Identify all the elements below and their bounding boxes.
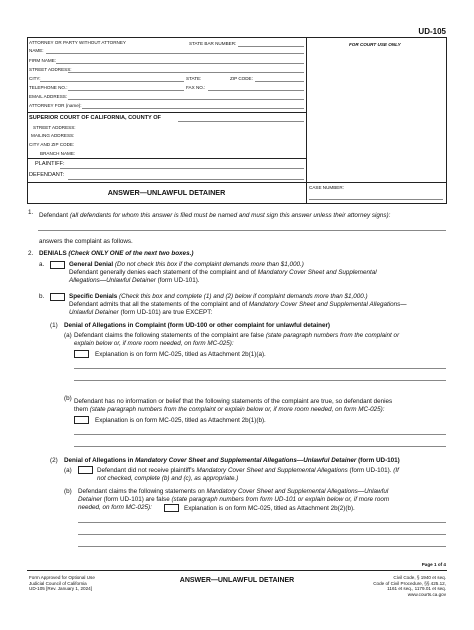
item2-number: 2. — [28, 250, 34, 257]
bar-number-field[interactable] — [238, 46, 304, 47]
item2b-line3: Unlawful Detainer (form UD-101) are true EXCEPT: — [69, 309, 213, 316]
county-field[interactable] — [178, 121, 304, 122]
zip-field[interactable] — [255, 81, 304, 82]
plaintiff-label: PLAINTIFF: — [35, 161, 65, 167]
name-field[interactable] — [46, 53, 304, 54]
item2a-line2: Defendant generally denies each statement of the complaint and of Mandatory Cover Sheet and Supplemental — [69, 269, 377, 276]
sub1a-attach: Explanation is on form MC-025, titled as Attachment 2b(1)(a). — [95, 351, 266, 358]
telephone-label: TELEPHONE NO.: — [29, 85, 68, 90]
email-field[interactable] — [68, 99, 304, 100]
footer-title: ANSWER—UNLAWFUL DETAINER — [179, 577, 295, 584]
sub2b-line2: Detainer (form UD-101) are false (state paragraph numbers from form UD-101 or explain below or, if more room — [78, 496, 390, 503]
form-number: UD-105 — [418, 27, 446, 36]
bar-number-label: STATE BAR NUMBER: — [189, 41, 237, 46]
case-number-label: CASE NUMBER: — [309, 185, 344, 190]
defendant-field[interactable] — [68, 179, 304, 180]
attorney-label: ATTORNEY OR PARTY WITHOUT ATTORNEY — [29, 40, 126, 45]
name-label: NAME: — [29, 48, 44, 53]
attorney-for-label: ATTORNEY FOR (name): — [29, 103, 82, 108]
specific-denials-checkbox[interactable] — [50, 293, 65, 301]
fax-label: FAX NO.: — [186, 85, 206, 90]
sub2b-explanation-line2[interactable] — [78, 534, 446, 535]
item1-number: 1. — [28, 209, 34, 216]
sub2-number: (2) — [50, 457, 58, 464]
item2b-line1: Specific Denials (Check this box and complete (1) and (2) below if complaint demands more than $1,000.) — [69, 293, 368, 300]
sub2-title: Denial of Allegations in Mandatory Cover Sheet and Supplemental Allegations—Unlawful Detainer (form UD-101) — [64, 457, 400, 464]
zip-label: ZIP CODE: — [230, 76, 253, 81]
sub1b-letter: (b) — [64, 395, 72, 402]
item2a-line1: General Denial (Do not check this box if the complaint demands more than $1,000.) — [69, 261, 304, 268]
case-number-field[interactable] — [309, 199, 443, 200]
sub1a-line2: explain below or, if more room needed, on form MC-025): — [74, 340, 234, 347]
court-mailing-label: MAILING ADDRESS: — [31, 133, 75, 138]
sub1a-explanation-line1[interactable] — [74, 368, 446, 369]
footer-left: Form Approved for Optional Use Judicial Council of California UD-105 [Rev. January 1, 2024] — [29, 575, 95, 591]
page-number: Page 1 of 4 — [421, 562, 446, 567]
email-label: EMAIL ADDRESS: — [29, 94, 68, 99]
city-field[interactable] — [40, 81, 184, 82]
sub2b-line3: needed, on form MC-025): — [78, 504, 152, 511]
sub1a-line1: Defendant claims the following statements of the complaint are false (state paragraph numbers from the complaint or — [74, 332, 400, 339]
sub1-number: (1) — [50, 322, 58, 329]
sub1-title: Denial of Allegations in Complaint (form UD-100 or other complaint for unlawful detainer) — [64, 322, 331, 329]
fax-field[interactable] — [208, 90, 304, 91]
item2a-line3: Allegations—Unlawful Detainer (form UD-101). — [69, 277, 200, 284]
court-street-label: STREET ADDRESS: — [33, 125, 76, 130]
city-label: CITY: — [29, 76, 41, 81]
sub2b-letter: (b) — [64, 488, 72, 495]
sub2a-line1: Defendant did not receive plaintiff's Mandatory Cover Sheet and Supplemental Allegations (form UD-101). (If — [97, 467, 399, 474]
attachment-2b2b-checkbox[interactable] — [164, 504, 179, 512]
item2b-line2: Defendant admits that all the statements of the complaint and of Mandatory Cover Sheet and Supplemental Allegations— — [69, 301, 407, 308]
item1-answers: answers the complaint as follows. — [39, 238, 133, 245]
sub2a-letter: (a) — [64, 467, 72, 474]
court-city-label: CITY AND ZIP CODE: — [29, 142, 75, 147]
footer-rule — [27, 570, 447, 571]
item2b-letter: b. — [39, 293, 45, 300]
sub1b-attach: Explanation is on form MC-025, titled as Attachment 2b(1)(b). — [95, 417, 266, 424]
sub1b-explanation-line2[interactable] — [74, 446, 446, 447]
telephone-field[interactable] — [68, 90, 184, 91]
caption-title: ANSWER—UNLAWFUL DETAINER — [107, 188, 226, 197]
sub1a-explanation-line2[interactable] — [74, 380, 446, 381]
general-denial-checkbox[interactable] — [50, 261, 65, 269]
footer-right: Civil Code, § 1940 et seq. Code of Civil Procedure, §§ 425.12, 1161 et seq., 1179.01 et seq. www.courts.ca.gov — [373, 575, 446, 597]
court-branch-label: BRANCH NAME: — [40, 151, 76, 156]
item1-text: Defendant (all defendants for whom this answer is filed must be named and must sign this answer unless their attorney signs): — [39, 212, 391, 219]
defendant-names-field[interactable] — [38, 230, 446, 231]
sub2b-explanation-line1[interactable] — [78, 522, 446, 523]
court-title: SUPERIOR COURT OF CALIFORNIA, COUNTY OF — [29, 115, 161, 121]
sub1b-line2: them (state paragraph numbers from the complaint or explain below or, if more room needed, on form MC-025): — [74, 406, 385, 413]
attorney-for-field[interactable] — [82, 108, 304, 109]
street-label: STREET ADDRESS: — [29, 67, 72, 72]
item2a-letter: a. — [39, 261, 45, 268]
sub1a-letter: (a) — [64, 332, 72, 339]
attachment-2b1a-checkbox[interactable] — [74, 350, 89, 358]
plaintiff-field[interactable] — [60, 168, 304, 169]
sub2a-line2: not checked, complete (b) and (c), as appropriate.) — [97, 475, 239, 482]
attachment-2b1b-checkbox[interactable] — [74, 416, 89, 424]
defendant-label: DEFENDANT: — [29, 172, 65, 178]
sub2b-explanation-line3[interactable] — [78, 546, 446, 547]
court-use-label: FOR COURT USE ONLY — [349, 42, 401, 47]
did-not-receive-checkbox[interactable] — [78, 466, 93, 474]
item2-heading: DENIALS (Check ONLY ONE of the next two boxes.) — [39, 250, 194, 257]
firm-field[interactable] — [56, 63, 304, 64]
sub2b-attach: Explanation is on form MC-025, titled as Attachment 2b(2)(b). — [184, 505, 355, 512]
firm-label: FIRM NAME: — [29, 58, 57, 63]
state-label: STATE: — [186, 76, 202, 81]
street-field[interactable] — [68, 72, 304, 73]
sub1b-line1: Defendant has no information or belief that the following statements of the complaint are true, so defendant denies — [74, 398, 393, 405]
sub2b-line1: Defendant claims the following statements on Mandatory Cover Sheet and Supplemental Allegations—Unlawful — [78, 488, 389, 495]
sub1b-explanation-line1[interactable] — [74, 434, 446, 435]
